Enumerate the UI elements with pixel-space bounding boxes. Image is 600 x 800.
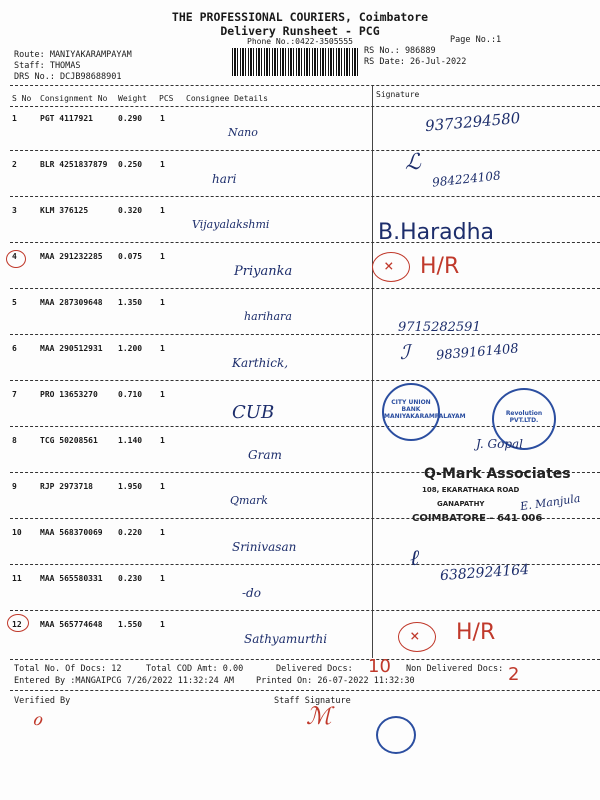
row-consignee: harihara (244, 310, 292, 323)
rule-footer (10, 659, 600, 660)
row-pcs: 1 (160, 344, 165, 353)
row-pcs: 1 (160, 160, 165, 169)
row-separator (10, 334, 600, 335)
row-sno: 3 (12, 206, 17, 215)
row-weight: 0.290 (118, 114, 143, 123)
row-weight: 1.350 (118, 298, 143, 307)
row-separator (10, 196, 600, 197)
rule-bottom (10, 690, 600, 691)
row-separator (10, 242, 600, 243)
row-9-signature: E. Manjula (519, 491, 582, 514)
col-weight: Weight (118, 94, 147, 103)
page-number: Page No.:1 (450, 35, 502, 45)
row-weight: 0.230 (118, 574, 143, 583)
verified-by-label: Verified By (14, 696, 71, 706)
row-consignee: -do (242, 586, 261, 600)
row-weight: 1.550 (118, 620, 143, 629)
row-12-x: × (410, 626, 420, 645)
signature-divider (372, 86, 373, 658)
row-consignment-no: RJP 2973718 (40, 482, 93, 491)
row-consignment-no: BLR 4251837879 (40, 160, 108, 169)
delivered-label: Delivered Docs: (276, 664, 353, 674)
row-consignee: Priyanka (234, 264, 293, 279)
row-6-mark: ℐ (400, 340, 410, 364)
row-weight: 1.200 (118, 344, 143, 353)
row-separator (10, 150, 600, 151)
row-sno: 6 (12, 344, 17, 353)
row-sno: 12 (12, 620, 22, 629)
row-separator (10, 380, 600, 381)
row-weight: 0.710 (118, 390, 143, 399)
verified-signature: ℴ (32, 706, 43, 731)
row-5-signature: 9715282591 (398, 320, 481, 335)
row-weight: 1.140 (118, 436, 143, 445)
row-pcs: 1 (160, 528, 165, 537)
delivered-value: 10 (368, 656, 391, 677)
row-12-hr: H/R (456, 620, 496, 645)
row-pcs: 1 (160, 252, 165, 261)
row-consignment-no: PRO 13653270 (40, 390, 98, 399)
row-pcs: 1 (160, 482, 165, 491)
qmark-stamp-addr2: GANAPATHY (437, 500, 485, 508)
runsheet-title: Delivery Runsheet - PCG (220, 24, 380, 38)
row-consignee: Nano (228, 126, 258, 139)
row-consignee: CUB (232, 402, 275, 423)
company-title: THE PROFESSIONAL COURIERS, Coimbatore (171, 10, 429, 24)
bank-stamp-text: CITY UNION BANK MANIYAKARAMPALAYAM (384, 399, 466, 420)
row-sno: 1 (12, 114, 17, 123)
row-consignment-no: MAA 565774648 (40, 620, 103, 629)
route: Route: MANIYAKARAMPAYAM (14, 50, 132, 60)
row-weight: 1.950 (118, 482, 143, 491)
row-4-x: × (384, 256, 394, 275)
row-3-signature: B.Haradha (378, 220, 495, 245)
row-consignment-no: MAA 290512931 (40, 344, 103, 353)
row-consignee: Karthick, (232, 356, 289, 370)
row-consignee: Srinivasan (232, 540, 297, 554)
row-10-signature: ℓ (410, 546, 420, 571)
row-consignee: Qmark (230, 494, 268, 507)
col-pcs: PCS (159, 94, 174, 103)
rs-date: RS Date: 26-Jul-2022 (364, 57, 467, 67)
col-consignee: Consignee Details (186, 94, 268, 103)
row-1-signature: 9373294580 (424, 108, 522, 136)
row-4-circle (6, 250, 26, 268)
row-separator (10, 610, 600, 611)
row-sno: 11 (12, 574, 22, 583)
row-consignment-no: MAA 568370069 (40, 528, 103, 537)
total-cod: Total COD Amt: 0.00 (146, 664, 244, 674)
row-2-signature: 984224108 (431, 168, 502, 190)
row-sno: 10 (12, 528, 22, 537)
staff: Staff: THOMAS (14, 61, 81, 71)
qmark-stamp-name: Q-Mark Associates (424, 466, 571, 482)
row-pcs: 1 (160, 206, 165, 215)
row-sno: 9 (12, 482, 17, 491)
qmark-stamp-addr1: 108, EKARATHAKA ROAD (422, 486, 520, 494)
col-signature: Signature (376, 90, 420, 99)
row-2-mark: ℒ (405, 150, 421, 175)
printed-on: Printed On: 26-07-2022 11:32:30 (256, 676, 415, 686)
qmark-stamp-addr3: COIMBATORE - 641 006 (412, 513, 543, 524)
row-sno: 7 (12, 390, 17, 399)
barcode (232, 48, 360, 76)
total-docs: Total No. Of Docs: 12 (14, 664, 122, 674)
row-sno: 5 (12, 298, 17, 307)
row-8-signature: J. Gopal (476, 437, 523, 451)
staff-signature-label: Staff Signature (274, 696, 351, 706)
row-weight: 0.075 (118, 252, 143, 261)
row-consignment-no: PGT 4117921 (40, 114, 93, 123)
row-pcs: 1 (160, 390, 165, 399)
entered-by: Entered By :MANGAIPCG 7/26/2022 11:32:24 AM (14, 676, 235, 686)
rs-number: RS No.: 986889 (364, 46, 436, 56)
row-consignee: Vijayalakshmi (192, 218, 270, 231)
row-consignment-no: MAA 287309648 (40, 298, 103, 307)
row-consignee: Sathyamurthi (244, 632, 328, 646)
row-consignment-no: MAA 291232285 (40, 252, 103, 261)
bank-stamp (382, 383, 466, 441)
row-weight: 0.220 (118, 528, 143, 537)
row-sno: 2 (12, 160, 17, 169)
non-delivered-value: 2 (508, 664, 520, 685)
row-consignment-no: MAA 565580331 (40, 574, 103, 583)
phone-number: Phone No.:0422-3505555 (247, 37, 353, 46)
row-12-circle (7, 614, 29, 632)
staff-signature-mark: ℳ (306, 702, 332, 730)
row-consignment-no: KLM 376125 (40, 206, 89, 215)
non-delivered-label: Non Delivered Docs: (406, 664, 504, 674)
row-11-signature: 6382924164 (439, 561, 530, 585)
row-consignee: hari (212, 172, 237, 186)
row-consignee: Gram (248, 448, 282, 462)
row-consignment-no: TCG 50208561 (40, 436, 98, 445)
drs-number: DRS No.: DCJB98688901 (14, 72, 122, 82)
row-4-hr: H/R (420, 254, 460, 279)
row-sno: 4 (12, 252, 17, 261)
row-pcs: 1 (160, 298, 165, 307)
row-pcs: 1 (160, 436, 165, 445)
row-sno: 8 (12, 436, 17, 445)
row-6-signature: 9839161408 (435, 341, 520, 364)
rule-header (10, 106, 600, 107)
rule-top (10, 85, 600, 86)
row-pcs: 1 (160, 114, 165, 123)
row-weight: 0.250 (118, 160, 143, 169)
row-separator (10, 288, 600, 289)
col-consignment: Consignment No (40, 94, 108, 103)
row-weight: 0.320 (118, 206, 143, 215)
col-sno: S No (12, 94, 32, 103)
staff-stamp (376, 716, 416, 754)
row-pcs: 1 (160, 574, 165, 583)
row-pcs: 1 (160, 620, 165, 629)
pvt-stamp-text: Revolution PVT.LTD. (505, 410, 543, 424)
